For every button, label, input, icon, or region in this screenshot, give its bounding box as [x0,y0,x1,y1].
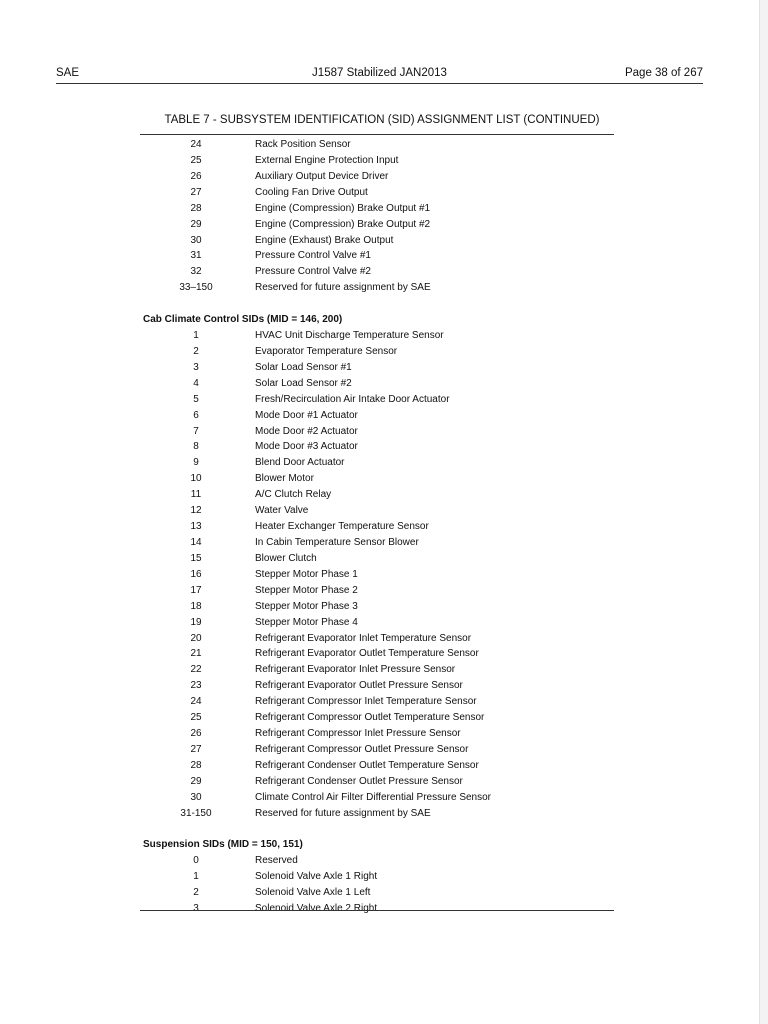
table-title: TABLE 7 - SUBSYSTEM IDENTIFICATION (SID) ASSIGNMENT LIST (CONTINUED) [164,114,600,126]
sid-description: Reserved for future assignment by SAE [255,282,431,293]
sid-number: 31-150 [180,808,212,819]
sid-description: Mode Door #3 Actuator [255,441,358,452]
sid-number: 13 [190,521,202,532]
sid-number: 7 [193,426,199,437]
table-row [0,328,768,344]
sid-description: HVAC Unit Discharge Temperature Sensor [255,330,444,341]
table-row [0,615,768,631]
sid-description: Blower Motor [255,473,314,484]
sid-description: Solenoid Valve Axle 1 Right [255,871,378,882]
sid-number: 0 [193,855,199,866]
sid-description: Refrigerant Evaporator Outlet Temperature Sensor [255,648,479,659]
table-row [0,726,768,742]
sid-number: 24 [190,696,202,707]
sid-number: 23 [190,680,202,691]
sid-description: Solar Load Sensor #2 [255,378,352,389]
table-row [0,248,768,264]
table-row [0,758,768,774]
sid-description: Refrigerant Evaporator Outlet Pressure Sensor [255,680,463,691]
table-row [0,471,768,487]
header-document-id: J1587 Stabilized JAN2013 [312,67,447,79]
sid-number: 10 [190,473,202,484]
sid-number: 5 [193,394,199,405]
sid-description: Solenoid Valve Axle 1 Left [255,887,371,898]
table-row [0,567,768,583]
table-row [0,583,768,599]
table-row [0,599,768,615]
sid-number: 27 [190,187,202,198]
table-top-rule [140,134,614,135]
sid-description: In Cabin Temperature Sensor Blower [255,537,419,548]
table-row [0,678,768,694]
sid-description: Refrigerant Condenser Outlet Pressure Sensor [255,776,463,787]
sid-description: Climate Control Air Filter Differential Pressure Sensor [255,792,492,803]
table-row [0,264,768,280]
table-row [0,153,768,169]
sid-description: Refrigerant Compressor Outlet Pressure Sensor [255,744,469,755]
sid-description: Engine (Compression) Brake Output #2 [255,219,431,230]
sid-number: 1 [193,330,199,341]
header-page-number: Page 38 of 267 [624,67,703,79]
section-heading [0,312,768,328]
sid-description: Refrigerant Condenser Outlet Temperature Sensor [255,760,479,771]
sid-number: 30 [190,792,202,803]
sid-number: 28 [190,203,202,214]
sid-description: Cooling Fan Drive Output [255,187,368,198]
sid-number: 24 [190,139,202,150]
sid-number: 1 [193,871,199,882]
table-row [0,710,768,726]
sid-description: Stepper Motor Phase 1 [255,569,358,580]
sid-description: Reserved for future assignment by SAE [255,808,431,819]
sid-description: Pressure Control Valve #2 [255,266,371,277]
section-heading [0,837,768,853]
sid-number: 15 [190,553,202,564]
sid-number: 33–150 [179,282,213,293]
sid-number: 27 [190,744,202,755]
sid-description: Blower Clutch [255,553,317,564]
sid-description: Refrigerant Compressor Inlet Temperature Sensor [255,696,477,707]
sid-number: 2 [193,346,199,357]
sid-number: 3 [193,903,199,914]
sid-number: 17 [190,585,202,596]
table-row [0,455,768,471]
sid-description: Auxiliary Output Device Driver [255,171,389,182]
table-row [0,201,768,217]
table-row [0,424,768,440]
sid-description: Engine (Exhaust) Brake Output [255,235,394,246]
table-row [0,806,768,822]
table-row [0,774,768,790]
sid-description: Fresh/Recirculation Air Intake Door Actuator [255,394,450,405]
sid-number: 29 [190,219,202,230]
table-row [0,185,768,201]
sid-number: 30 [190,235,202,246]
table-row [0,487,768,503]
sid-number: 2 [193,887,199,898]
section-heading-text: Cab Climate Control SIDs (MID = 146, 200) [143,314,343,325]
sid-description: Refrigerant Evaporator Inlet Temperature Sensor [255,633,472,644]
table-bottom-rule [140,910,614,911]
sid-number: 22 [190,664,202,675]
sid-description: External Engine Protection Input [255,155,399,166]
sid-description: Heater Exchanger Temperature Sensor [255,521,429,532]
table-row [0,742,768,758]
sid-description: Rack Position Sensor [255,139,351,150]
sid-description: Stepper Motor Phase 4 [255,617,358,628]
table-row [0,408,768,424]
sid-description: Mode Door #2 Actuator [255,426,358,437]
table-row [0,217,768,233]
table-row [0,519,768,535]
sid-description: Evaporator Temperature Sensor [255,346,398,357]
sid-number: 16 [190,569,202,580]
sid-number: 9 [193,457,199,468]
sid-description: A/C Clutch Relay [255,489,332,500]
sid-number: 6 [193,410,199,421]
sid-number: 31 [190,250,202,261]
sid-number: 32 [190,266,202,277]
sid-description: Mode Door #1 Actuator [255,410,358,421]
sid-number: 26 [190,728,202,739]
sid-description: Blend Door Actuator [255,457,345,468]
sid-number: 3 [193,362,199,373]
sid-description: Reserved [255,855,298,866]
sid-number: 18 [190,601,202,612]
table-row [0,694,768,710]
table-row [0,790,768,806]
sid-number: 20 [190,633,202,644]
table-row [0,503,768,519]
sid-number: 12 [190,505,202,516]
sid-number: 4 [193,378,199,389]
table-row [0,280,768,296]
sid-number: 28 [190,760,202,771]
table-row [0,885,768,901]
sid-number: 21 [190,648,202,659]
sid-description: Solenoid Valve Axle 2 Right [255,903,378,914]
table-row [0,344,768,360]
sid-number: 19 [190,617,202,628]
table-row [0,376,768,392]
sid-description: Refrigerant Compressor Inlet Pressure Sensor [255,728,461,739]
section-heading-text: Suspension SIDs (MID = 150, 151) [143,839,303,850]
table-row [0,535,768,551]
sid-number: 14 [190,537,202,548]
sid-description: Refrigerant Compressor Outlet Temperature Sensor [255,712,485,723]
sid-description: Pressure Control Valve #1 [255,250,371,261]
sid-number: 29 [190,776,202,787]
sid-description: Stepper Motor Phase 3 [255,601,358,612]
header-org: SAE [56,67,80,79]
table-row [0,360,768,376]
sid-number: 8 [193,441,199,452]
table-row [0,392,768,408]
table-row [0,631,768,647]
sid-description: Solar Load Sensor #1 [255,362,352,373]
table-row [0,233,768,249]
sid-number: 25 [190,155,202,166]
table-row [0,901,768,917]
sid-number: 11 [190,489,202,500]
table-row [0,439,768,455]
sid-description: Engine (Compression) Brake Output #1 [255,203,431,214]
sid-number: 26 [190,171,202,182]
table-row [0,646,768,662]
table-row [0,551,768,567]
sid-description: Refrigerant Evaporator Inlet Pressure Sensor [255,664,456,675]
table-row [0,853,768,869]
table-row [0,169,768,185]
sid-description: Stepper Motor Phase 2 [255,585,358,596]
sid-description: Water Valve [255,505,309,516]
table-row [0,662,768,678]
sid-number: 25 [190,712,202,723]
table-row [0,869,768,885]
page-header [56,67,703,84]
table-row [0,137,768,153]
